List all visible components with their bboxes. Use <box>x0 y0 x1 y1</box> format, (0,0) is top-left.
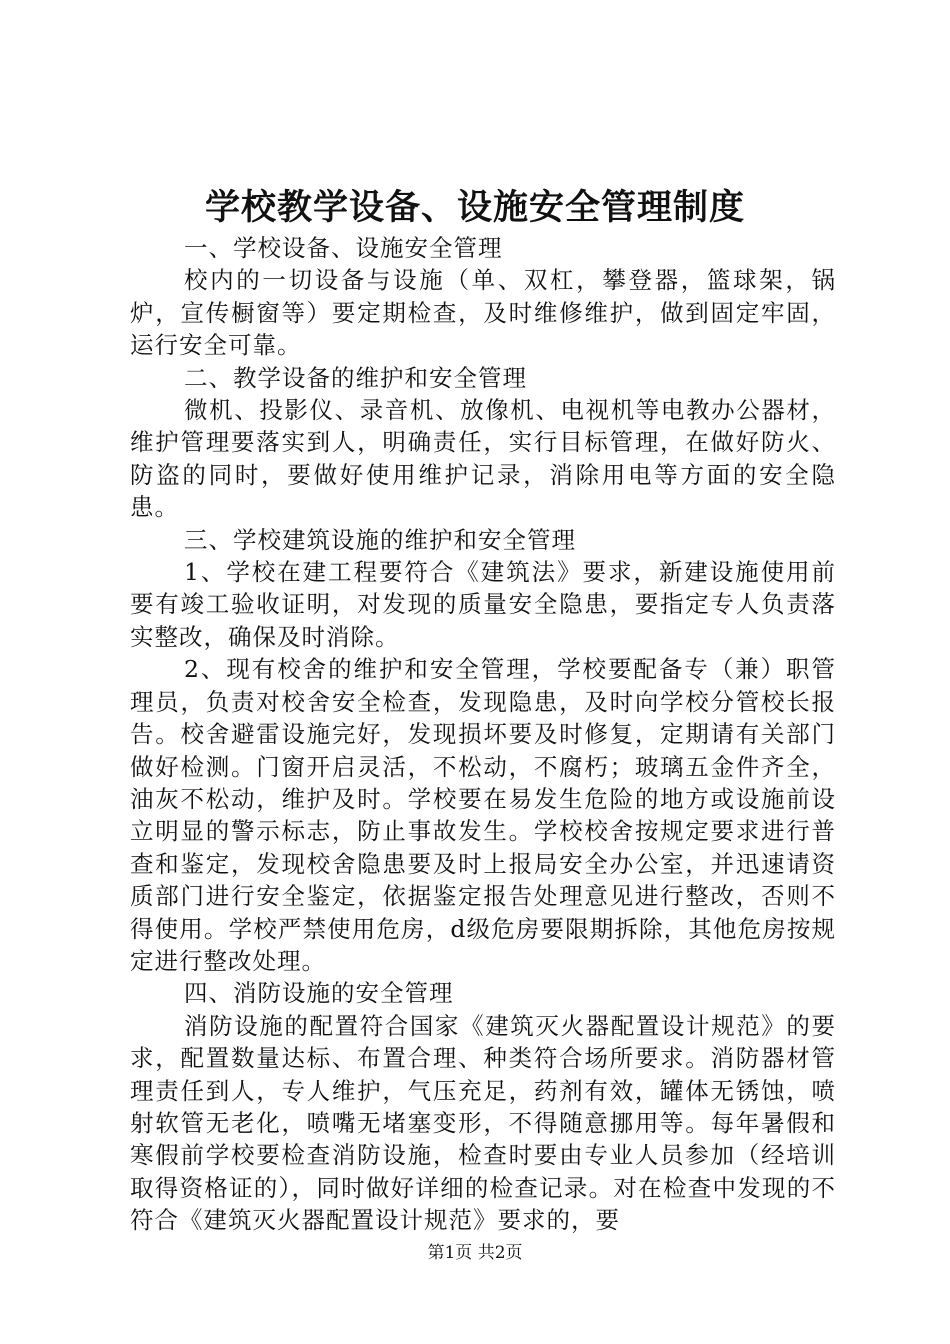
paragraph: 1、学校在建工程要符合《建筑法》要求，新建设施使用前要有竣工验收证明，对发现的质量安全隐患，要指定专人负责落实整改，确保及时消除。 <box>130 558 836 651</box>
paragraph: 消防设施的配置符合国家《建筑灭火器配置设计规范》的要求，配置数量达标、布置合理、种类符合场所要求。消防器材管理责任到人，专人维护，气压充足，药剂有效，罐体无锈蚀，喷射软管无老化，喷嘴无堵塞变形，不得随意挪用等。每年暑假和寒假前学校要检查消防设施，检查时要由专业人员参加（经培训取得资格证的），同时做好详细的检查记录。对在检查中发现的不符合《建筑灭火器配置设计规范》要求的，要 <box>130 1011 836 1235</box>
page-footer: 第1页 共2页 <box>427 1243 523 1263</box>
section-heading: 四、消防设施的安全管理 <box>184 979 454 1008</box>
section-heading: 三、学校建筑设施的维护和安全管理 <box>184 525 576 554</box>
document-body <box>130 232 836 1237</box>
paragraph: 校内的一切设备与设施（单、双杠，攀登器，篮球架，锅炉，宣传橱窗等）要定期检查，及时维修维护，做到固定牢固，运行安全可靠。 <box>130 266 836 360</box>
section-heading: 二、教学设备的维护和安全管理 <box>184 363 527 392</box>
document-title: 学校教学设备、设施安全管理制度 <box>204 187 745 228</box>
section-heading: 一、学校设备、设施安全管理 <box>184 234 503 262</box>
paragraph: 微机、投影仪、录音机、放像机、电视机等电教办公器材，维护管理要落实到人，明确责任，实行目标管理，在做好防火、防盗的同时，要做好使用维护记录，消除用电等方面的安全隐患。 <box>130 396 836 522</box>
paragraph: 2、现有校舍的维护和安全管理，学校要配备专（兼）职管理员，负责对校舍安全检查，发现隐患，及时向学校分管校长报告。校舍避雷设施完好，发现损坏要及时修复，定期请有关部门做好检测。门窗开启灵活，不松动，不腐朽；玻璃五金件齐全，油灰不松动，维护及时。学校要在易发生危险的地方或设施前设立明显的警示标志，防止事故发生。学校校舍按规定要求进行普查和鉴定，发现校舍隐患要及时上报局安全办公室，并迅速请资质部门进行安全鉴定，依据鉴定报告处理意见进行整改，否则不得使用。学校严禁使用危房，d级危房要限期拆除，其他危房按规定进行整改处理。 <box>130 655 836 975</box>
